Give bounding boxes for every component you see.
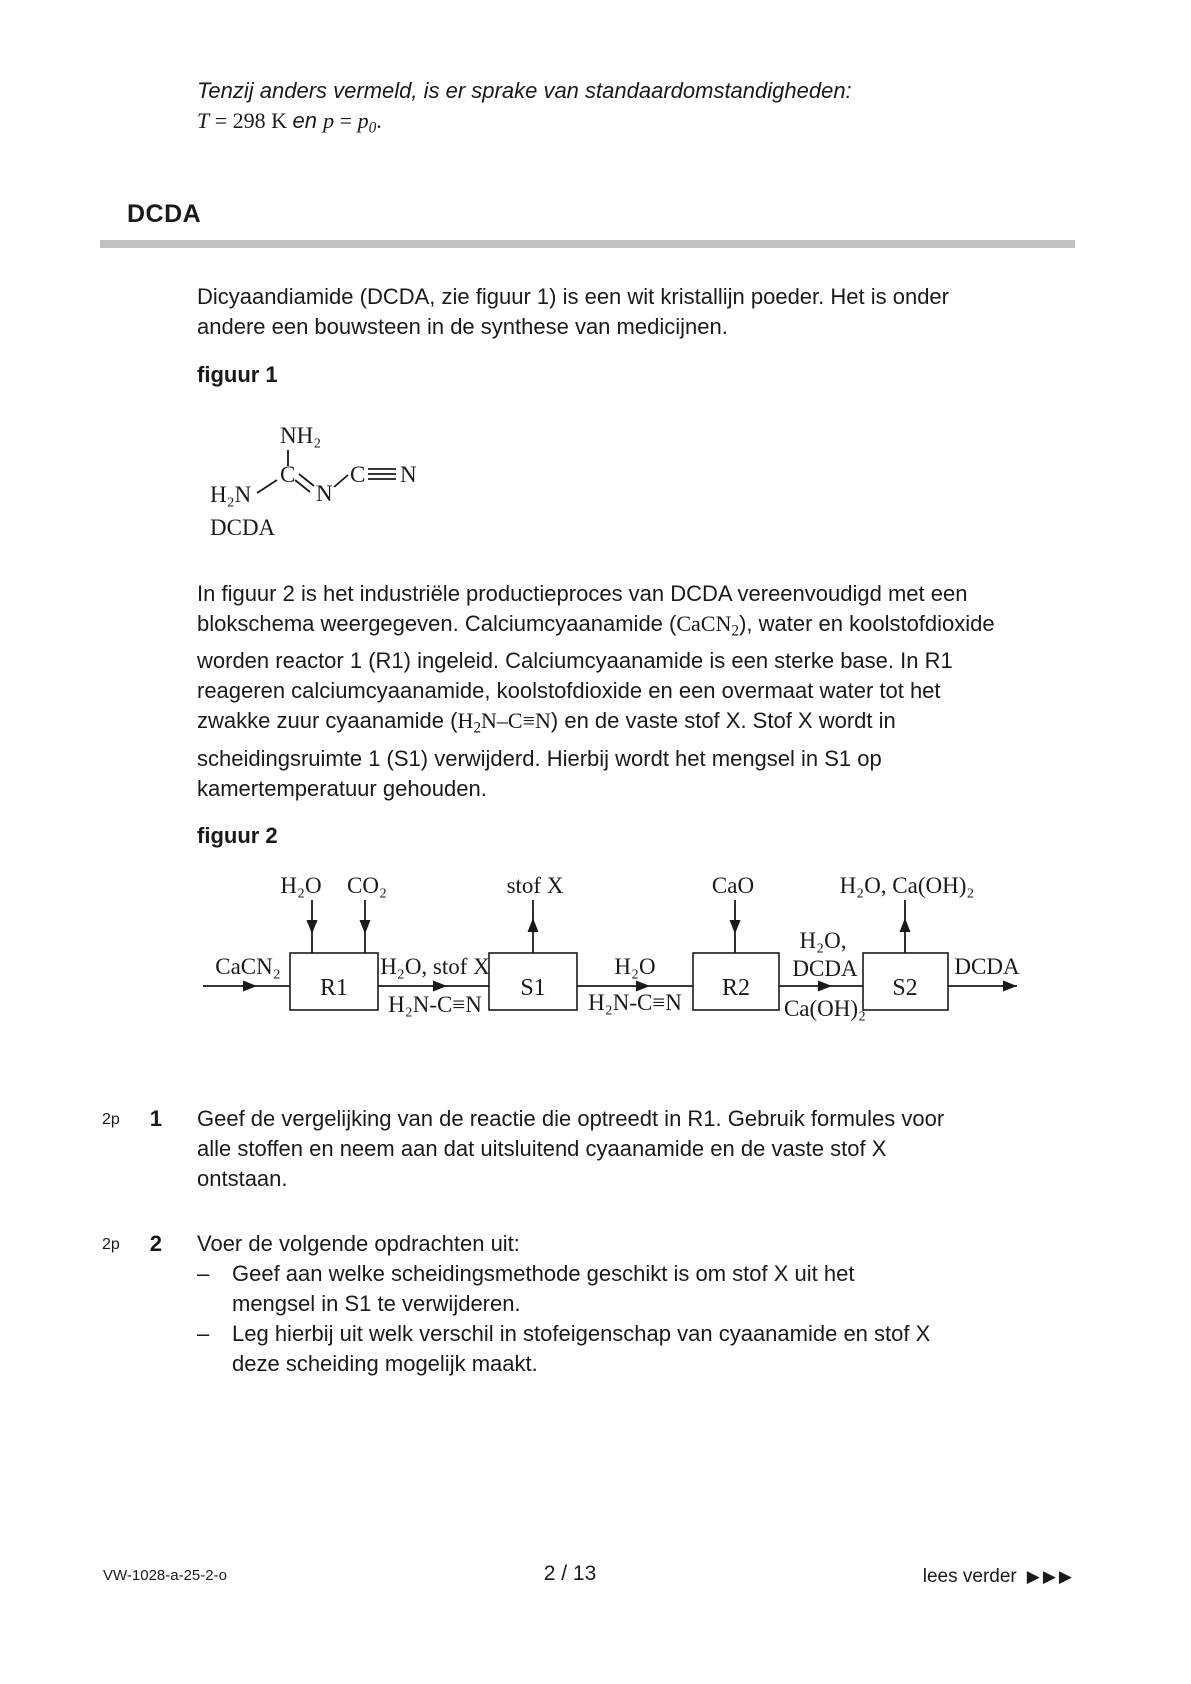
- box-r2-label: R2: [721, 975, 751, 1001]
- atom-n1: N: [316, 481, 333, 506]
- bullet-text: Leg hierbij uit welk verschil in stofeigenschap van cyaanamide en stof X deze scheiding mogelijk maakt.: [232, 1321, 931, 1376]
- question-1: [0, 1104, 1100, 1194]
- label-h2o-caoh2-out-s2: H₂O, Ca(OH)₂: [839, 873, 975, 898]
- figure1-caption: DCDA: [210, 515, 276, 540]
- question-2-bullet-1: [197, 1259, 959, 1319]
- label-r1-s1-below: H₂N-C≡N: [388, 992, 482, 1017]
- question-1-points: 2p: [102, 1111, 120, 1128]
- figure2-label: figuur 2: [197, 823, 278, 848]
- atom-c2: C: [350, 462, 366, 487]
- atom-h2n: H₂N: [210, 482, 252, 507]
- notice-line2: T = 298 K en p = p0.: [197, 108, 382, 137]
- label-stofx-out-s1: stof X: [506, 873, 564, 898]
- continue-notice: [923, 1562, 1075, 1592]
- question-2-number: 2: [149, 1231, 162, 1256]
- label-s1-r2-above: H₂O: [614, 954, 656, 979]
- page-indicator: 2 / 13: [543, 1562, 597, 1585]
- standard-conditions-notice: [197, 76, 1037, 143]
- question-1-text: Geef de vergelijking van de reactie die optreedt in R1. Gebruik formules voor alle stoffen en neem aan dat uitsluitend cyaanamide en de vaste stof X ontstaan.: [197, 1106, 945, 1191]
- question-2-bullet-2: [197, 1319, 959, 1379]
- atom-nh2: NH₂: [280, 423, 322, 448]
- question-2: [0, 1229, 1100, 1379]
- label-cacn2-feed: CaCN₂: [215, 954, 281, 979]
- intro-paragraph-2: In figuur 2 is het industriële productieproces van DCDA vereenvoudigd met een blokschema weergegeven. Calciumcyaanamide (CaCN2), water en koolstofdioxide worden reactor 1 (R1) ingeleid. Calciumcyaanamide is een sterke base. In R1 reageren calciumcyaanamide, koolstofdioxide en een overmaat water tot het zwakke zuur cyaanamide (H2N–C≡N) en de vaste stof X. Stof X wordt in scheidingsruimte 1 (S1) verwijderd. Hierbij wordt het mengsel in S1 op kamertemperatuur gehouden.: [197, 581, 995, 801]
- section-divider-bar: [100, 240, 1075, 248]
- label-cao-into-r2: CaO: [711, 873, 755, 898]
- atom-c1: C: [280, 462, 296, 487]
- label-r2-s2-below: Ca(OH)₂: [783, 996, 867, 1021]
- process-flow-diagram: [195, 868, 1025, 1033]
- box-s1-label: S1: [520, 975, 546, 1001]
- continue-arrows-icon: ▶▶▶: [1026, 1567, 1075, 1586]
- label-r2-s2-above2: DCDA: [792, 956, 858, 981]
- question-2-points: 2p: [102, 1236, 120, 1253]
- label-h2o-into-r1: H₂O: [280, 873, 322, 898]
- box-s2-label: S2: [892, 975, 918, 1001]
- notice-line1: Tenzij anders vermeld, is er sprake van standaardomstandigheden:: [197, 78, 852, 103]
- label-dcda-product: DCDA: [954, 954, 1020, 979]
- atom-n2: N: [400, 462, 417, 487]
- label-co2-into-r1: CO₂: [347, 873, 387, 898]
- figure1-label: figuur 1: [197, 362, 278, 387]
- intro-paragraph-1: Dicyaandiamide (DCDA, zie figuur 1) is een wit kristallijn poeder. Het is onder andere een bouwsteen in de synthese van medicijnen.: [197, 284, 949, 339]
- label-r2-s2-above1: H₂O,: [799, 928, 847, 953]
- label-r1-s1-above: H₂O, stof X: [380, 954, 490, 979]
- question-1-number: 1: [149, 1106, 162, 1131]
- bullet-dash: –: [197, 1321, 210, 1346]
- bullet-dash: –: [197, 1261, 210, 1286]
- box-r1-label: R1: [319, 975, 349, 1001]
- section-title: DCDA: [127, 200, 202, 228]
- dcda-structure-figure: [200, 418, 430, 548]
- continue-text: lees verder: [922, 1566, 1017, 1587]
- document-code: VW-1028-a-25-2-o: [103, 1567, 227, 1584]
- question-2-intro: Voer de volgende opdrachten uit:: [197, 1231, 520, 1256]
- bullet-text: Geef aan welke scheidingsmethode geschikt is om stof X uit het mengsel in S1 te verwijderen.: [232, 1261, 855, 1316]
- label-s1-r2-below: H₂N-C≡N: [588, 990, 682, 1015]
